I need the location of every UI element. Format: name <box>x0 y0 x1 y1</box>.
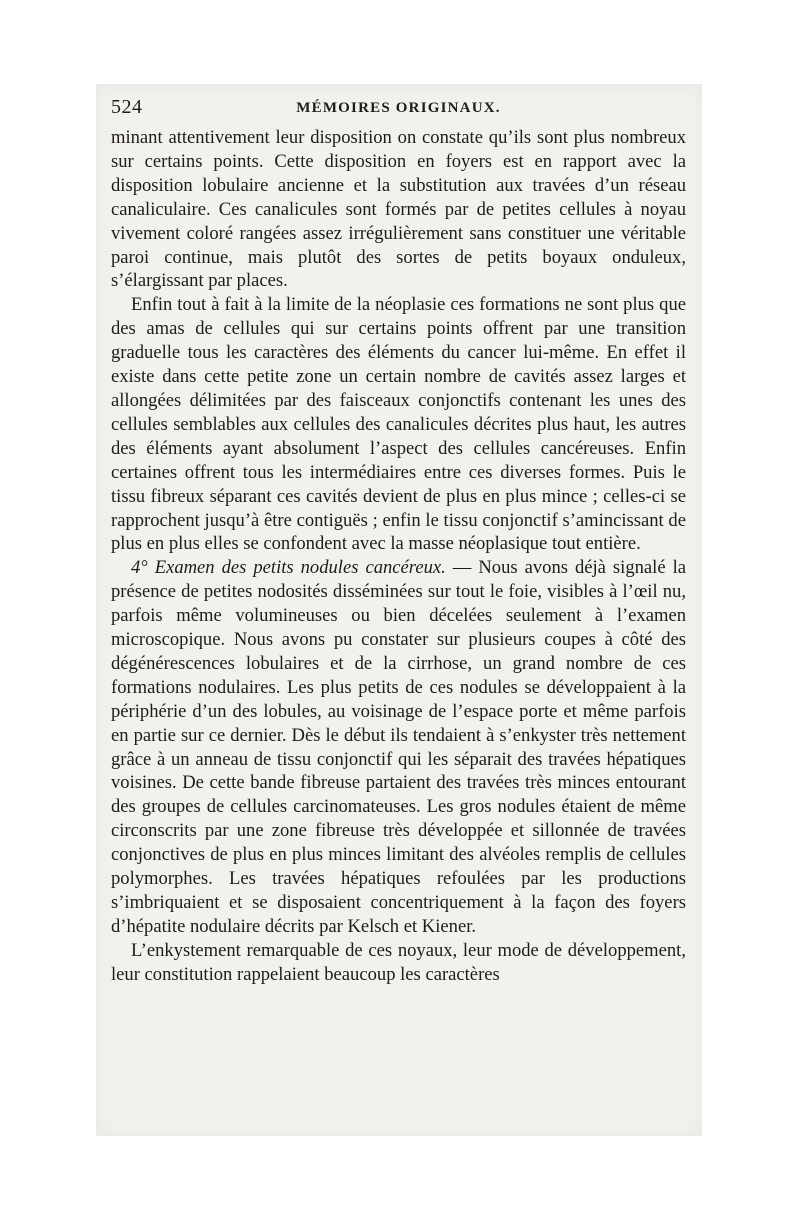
paragraph-small-nodules <box>111 556 686 939</box>
running-head <box>111 96 686 122</box>
paragraph-neoplasia-limit: Enfin tout à fait à la limite de la néoplasie ces formations ne sont plus que des amas de cellules qui sur certains points offrent par une transition graduelle tous les caractères des éléments du cancer lui-même. En effet il existe dans cette petite zone un certain nombre de cavités assez larges et allongées délimitées par des faisceaux conjonctifs contenant les unes des cellules semblables aux cellules des canalicules décrites plus haut, les autres des éléments ayant absolument l’aspect des cellules cancéreuses. Enfin certaines offrent tous les intermédiaires entre ces diverses formes. Puis le tissu fibreux séparant ces cavités devient de plus en plus mince ; celles-ci se rapprochent jusqu’à être contiguës ; enfin le tissu conjonctif s’amincissant de plus en plus elles se confondent avec la masse néoplasique tout entière. <box>111 294 686 555</box>
section-text: — Nous avons déjà signalé la présence de petites nodosités disséminées sur tout le foie, visibles à l’œil nu, parfois même volumineuses ou bien décelées seulement à l’examen microscopique. Nous avons pu constater sur plusieurs coupes à côté des dégénérescences lobulaires et de la cirrhose, un grand nombre de ces formations nodulaires. Les plus petits de ces nodules se développaient à la périphérie d’un des lobules, au voisinage de l’espace porte et même parfois en partie sur ce dernier. Dès le début ils tendaient à s’enkyster très nettement grâce à un anneau de tissu conjonctif qui les séparait des travées hépatiques voisines. De cette bande fibreuse partaient des travées très minces entourant des groupes de cellules carcinomateuses. Les gros nodules étaient de même circonscrits par une zone fibreuse très développée et sillonnée de travées conjonctives de plus en plus minces limitant des alvéoles remplis de cellules polymorphes. Les travées hépatiques refoulées par les productions s’imbriquaient et se disposaient concentriquement à la façon des foyers d’hépatite nodulaire décrits par Kelsch et Kiener. <box>111 557 686 937</box>
page-content <box>111 96 686 987</box>
page-number: 524 <box>111 96 143 118</box>
body-text <box>111 126 686 987</box>
running-title: MÉMOIRES ORIGINAUX. <box>296 100 501 116</box>
paragraph-encystment: L’enkystement remarquable de ces noyaux, leur mode de développement, leur constitution rappelaient beaucoup les caractères <box>111 939 686 985</box>
section-heading: 4° Examen des petits nodules cancéreux. <box>131 557 446 579</box>
paragraph-continuation: minant attentivement leur disposition on constate qu’ils sont plus nombreux sur certains points. Cette disposition en foyers est en rapport avec la disposition lobulaire ancienne et la substitution aux travées d’un réseau canaliculaire. Ces canalicules sont formés par de petites cellules à noyau vivement coloré rangées assez irrégulièrement sans constituer une véritable paroi continue, mais plutôt des sortes de petits boyaux onduleux, s’élargissant par places. <box>111 127 686 292</box>
